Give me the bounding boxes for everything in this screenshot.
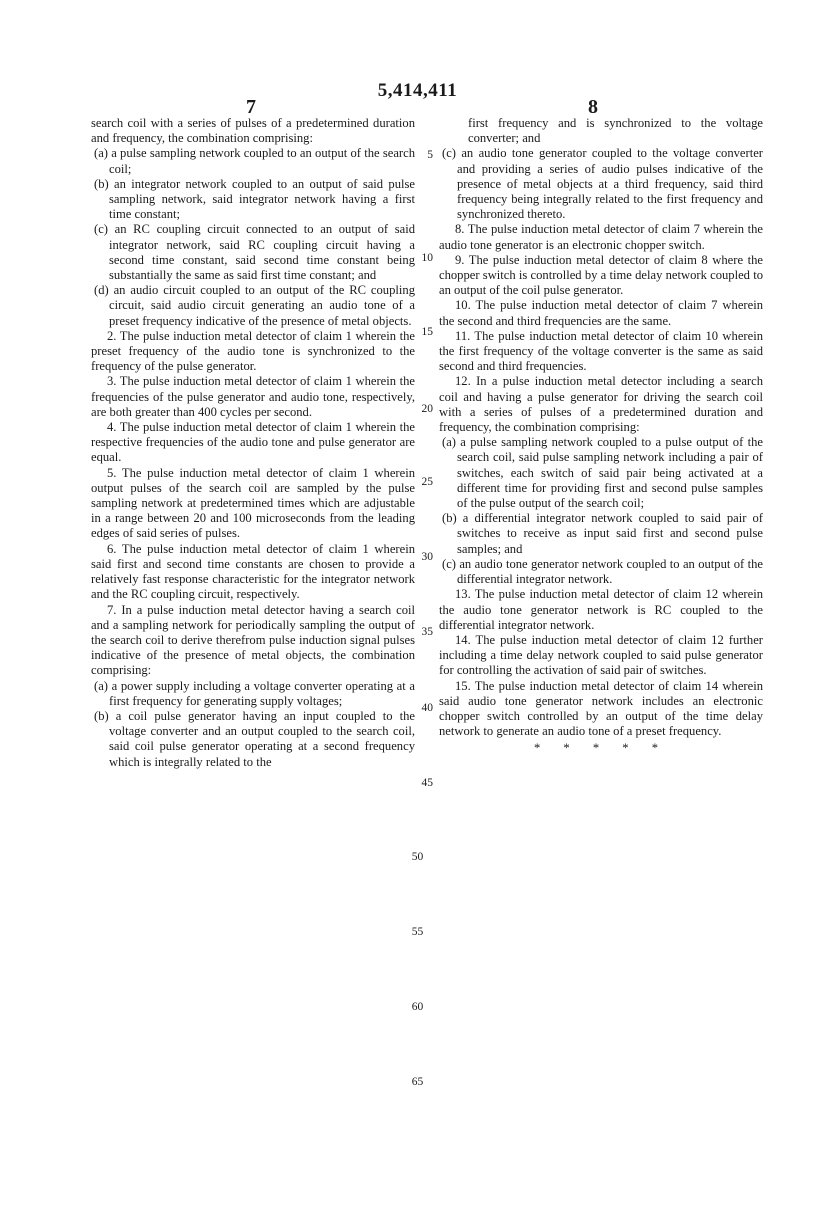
line-number: 50 — [411, 851, 424, 863]
claim-clause: (c) an audio tone generator network coupled to an output of the differential integrator network. — [442, 556, 763, 587]
line-number: 35 — [421, 626, 433, 638]
line-number: 20 — [421, 403, 433, 415]
left-column-number: 7 — [246, 96, 256, 118]
line-number: 30 — [421, 551, 433, 563]
claim-paragraph: 12. In a pulse induction metal detector including a search coil and having a pulse generator for driving the search coil with a series of pulses of a predetermined duration and frequency, the combination comprising: — [439, 374, 763, 435]
line-number: 60 — [411, 1001, 424, 1013]
text-continuation: first frequency and is synchronized to the voltage converter; and — [468, 116, 763, 146]
claim-paragraph: 13. The pulse induction metal detector of claim 12 wherein the audio tone generator network is RC coupled to the differential integrator network. — [439, 587, 763, 632]
claim-paragraph: 7. In a pulse induction metal detector having a search coil and a sampling network for periodically sampling the output of the search coil to derive therefrom pulse induction signal pulses indicative of the presence of metal objects, the combination comprising: — [91, 602, 415, 678]
claim-paragraph: 14. The pulse induction metal detector of claim 12 further including a time delay network coupled to said pulse generator for controlling the activation of said pair of switches. — [439, 632, 763, 678]
claim-clause: (b) an integrator network coupled to an output of said pulse sampling network, said integrator network having a first time constant; — [94, 176, 415, 222]
text-continuation: search coil with a series of pulses of a predetermined duration and frequency, the combination comprising: — [91, 116, 415, 146]
claim-clause: (d) an audio circuit coupled to an output of the RC coupling circuit, said audio circuit generating an audio tone of a preset frequency indicative of the presence of metal objects. — [94, 283, 415, 328]
left-text-column — [91, 116, 415, 770]
line-number: 45 — [421, 777, 433, 789]
claim-clause: (a) a pulse sampling network coupled to a pulse output of the search coil, said pulse sampling network including a pair of switches, each switch of said pair being activated at a different time for providing first and second pulse samples of the pulse output of the search coil; — [442, 435, 763, 511]
claim-clause: (a) a pulse sampling network coupled to an output of the search coil; — [94, 146, 415, 176]
claim-paragraph: 3. The pulse induction metal detector of claim 1 wherein the frequencies of the pulse generator and audio tone, respectively, are both greater than 400 cycles per second. — [91, 374, 415, 419]
claim-paragraph: 15. The pulse induction metal detector of claim 14 wherein said audio tone generator network includes an electronic chopper switch controlled by an output of the time delay network to generate an audio tone of a preset frequency. — [439, 678, 763, 739]
line-number: 10 — [421, 252, 433, 264]
line-number: 5 — [427, 149, 433, 161]
claim-paragraph: 4. The pulse induction metal detector of claim 1 wherein the respective frequencies of the audio tone and pulse generator are equal. — [91, 420, 415, 465]
line-number: 55 — [411, 926, 424, 938]
claim-clause: (b) a coil pulse generator having an input coupled to the voltage converter and an output coupled to the search coil, said coil pulse generator operating at a second frequency which is integrally related to the — [94, 708, 415, 769]
right-column-number: 8 — [588, 96, 598, 118]
claim-paragraph: 5. The pulse induction metal detector of claim 1 wherein output pulses of the search coil are sampled by the pulse sampling network at predetermined times which are adjustable in a range between 20 and 100 microseconds from the leading edges of said series of pulses. — [91, 465, 415, 541]
line-number: 40 — [421, 702, 433, 714]
claim-paragraph: 6. The pulse induction metal detector of claim 1 wherein said first and second time constants are chosen to provide a relatively fast response characteristic for the integrator network and the RC coupling circuit, respectively. — [91, 541, 415, 602]
line-number: 65 — [411, 1076, 424, 1088]
claim-clause: (a) a power supply including a voltage converter operating at a first frequency for generating supply voltages; — [94, 678, 415, 708]
claim-clause: (b) a differential integrator network coupled to said pair of switches to receive as input said first and second pulse samples; and — [442, 511, 763, 556]
claim-paragraph: 10. The pulse induction metal detector of claim 7 wherein the second and third frequencies are the same. — [439, 298, 763, 328]
line-number: 25 — [421, 476, 433, 488]
claim-paragraph: 11. The pulse induction metal detector of claim 10 wherein the first frequency of the voltage converter is the same as said second and third frequencies. — [439, 328, 763, 374]
claim-clause: (c) an RC coupling circuit connected to an output of said integrator network, said RC coupling circuit having a second time constant, said second time constant being substantially the same as said first time constant; and — [94, 222, 415, 283]
claim-paragraph: 9. The pulse induction metal detector of claim 8 where the chopper switch is controlled by a time delay network coupled to an output of the coil pulse generator. — [439, 252, 763, 298]
patent-number: 5,414,411 — [377, 80, 458, 101]
claim-paragraph: 8. The pulse induction metal detector of claim 7 wherein the audio tone generator is an electronic chopper switch. — [439, 222, 763, 252]
claim-paragraph: 2. The pulse induction metal detector of claim 1 wherein the preset frequency of the audio tone is synchronized to the frequency of the pulse generator. — [91, 328, 415, 374]
line-number: 15 — [421, 326, 433, 338]
right-text-column — [439, 116, 763, 757]
end-of-document-mark: * * * * * — [533, 741, 669, 756]
claim-clause: (c) an audio tone generator coupled to the voltage converter and providing a series of audio pulses indicative of the presence of metal objects at a third frequency, said third frequency being integrally related to the first frequency and synchronized thereto. — [442, 146, 763, 222]
